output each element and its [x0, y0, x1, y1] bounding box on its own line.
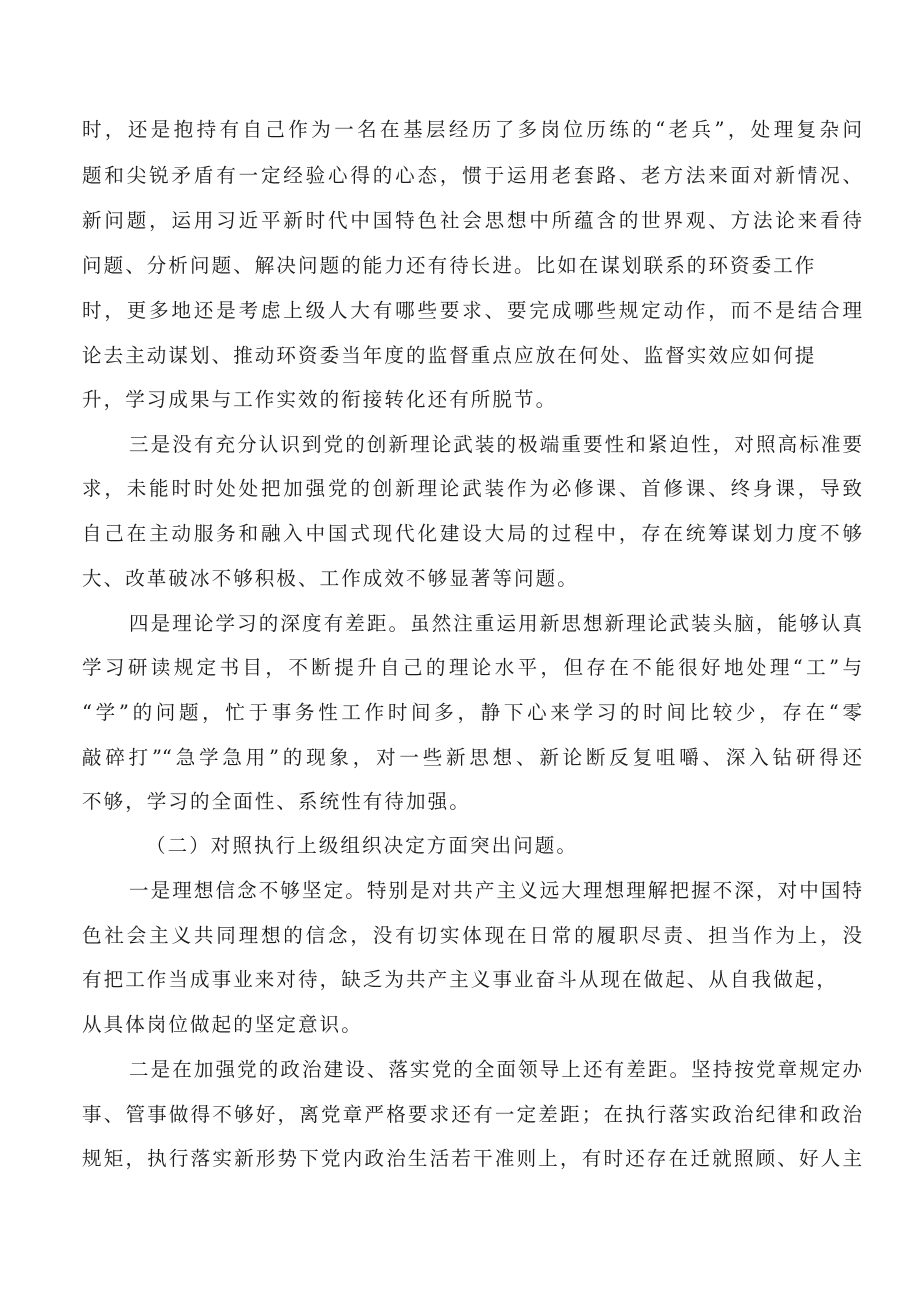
- text-line: 问题、分析问题、解决问题的能力还有待长进。比如在谋划联系的环资委工作: [82, 254, 817, 277]
- text-line: 规矩，执行落实新形势下党内政治生活若干准则上，有时还存在迁就照顾、好人主: [82, 1147, 862, 1170]
- text-line: “学”的问题，忙于事务性工作时间多，静下心来学习的时间比较少，存在“零: [82, 701, 862, 724]
- text-line: 不够，学习的全面性、系统性有待加强。: [82, 790, 471, 813]
- text-line: 学习研读规定书目，不断提升自己的理论水平，但存在不能很好地处理“工”与: [82, 656, 862, 679]
- text-line: 时，更多地还是考虑上级人大有哪些要求、要完成哪些规定动作，而不是结合理: [82, 299, 862, 322]
- text-line: 自己在主动服务和融入中国式现代化建设大局的过程中，存在统筹谋划力度不够: [82, 522, 862, 545]
- text-line: 事、管事做得不够好，离党章严格要求还有一定差距；在执行落实政治纪律和政治: [82, 1103, 862, 1126]
- text-line: 求，未能时时处处把加强党的创新理论武装作为必修课、首修课、终身课，导致: [82, 477, 862, 500]
- text-line: 时，还是抱持有自己作为一名在基层经历了多岗位历练的“老兵”，处理复杂问: [82, 118, 862, 141]
- text-line: 有把工作当成事业来对待，缺乏为共产主义事业奋斗从现在做起、从自我做起，: [82, 968, 839, 991]
- text-line: 升，学习成果与工作实效的衔接转化还有所脱节。: [82, 388, 558, 411]
- text-line: 大、改革破冰不够积极、工作成效不够显著等问题。: [82, 567, 579, 590]
- paragraph-start-line: 二是在加强党的政治建设、落实党的全面领导上还有差距。坚持按党章规定办: [129, 1058, 862, 1081]
- paragraph-start-line: 三是没有充分认识到党的创新理论武装的极端重要性和紧迫性，对照高标准要: [129, 433, 862, 456]
- text-line: 从具体岗位做起的坚定意识。: [82, 1013, 363, 1036]
- paragraph-start-line: 四是理论学习的深度有差距。虽然注重运用新思想新理论武装头脑，能够认真: [129, 612, 862, 635]
- paragraph-start-line: 一是理想信念不够坚定。特别是对共产主义远大理想理解把握不深，对中国特: [129, 879, 862, 902]
- text-line: 色社会主义共同理想的信念，没有切实体现在日常的履职尽责、担当作为上，没: [82, 924, 862, 947]
- section-heading: （二）对照执行上级组织决定方面突出问题。: [146, 834, 579, 857]
- text-line: 论去主动谋划、推动环资委当年度的监督重点应放在何处、监督实效应如何提: [82, 344, 817, 367]
- text-line: 新问题，运用习近平新时代中国特色社会思想中所蕴含的世界观、方法论来看待: [82, 209, 862, 232]
- text-line: 题和尖锐矛盾有一定经验心得的心态，惯于运用老套路、老方法来面对新情况、: [82, 164, 862, 187]
- text-line: 敲碎打”“急学急用”的现象，对一些新思想、新论断反复咀嚼、深入钻研得还: [82, 746, 862, 769]
